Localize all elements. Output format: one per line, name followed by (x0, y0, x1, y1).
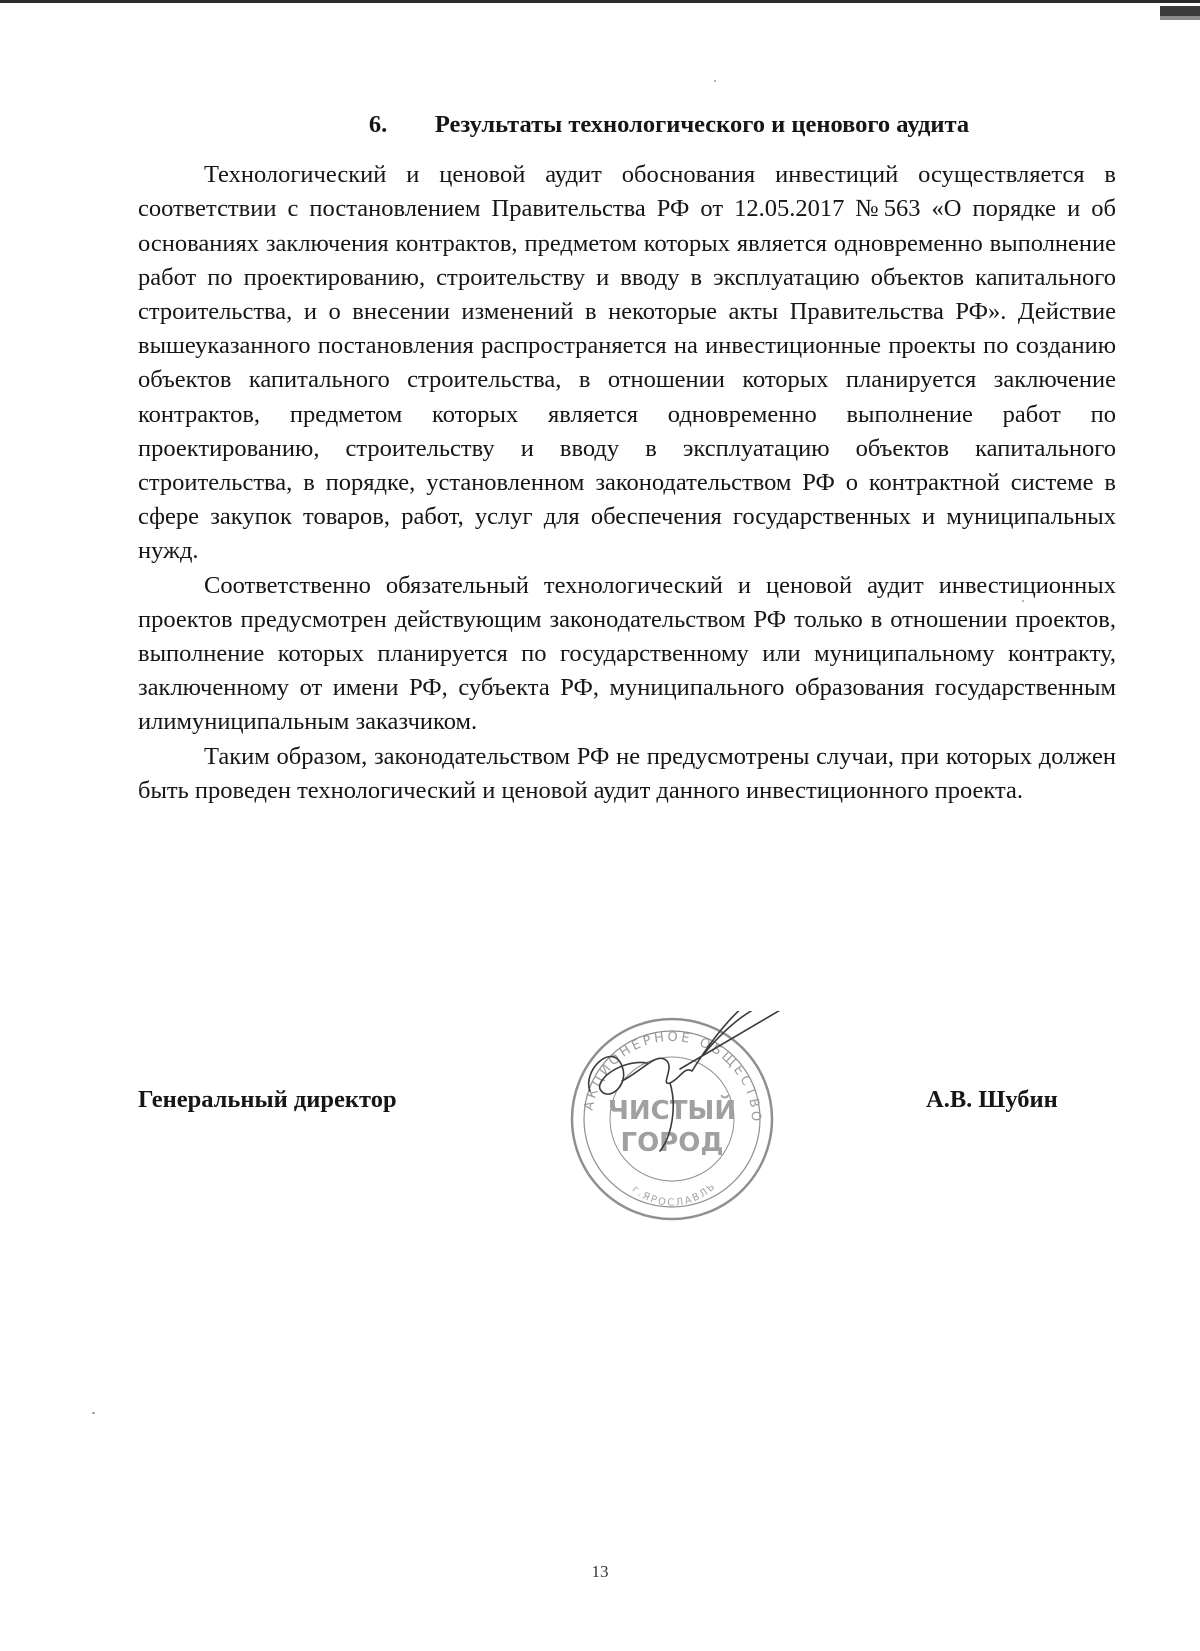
stamp-center-line-2: ГОРОД (620, 1128, 724, 1158)
scan-speck (1022, 600, 1024, 602)
document-body (138, 108, 1116, 808)
scan-top-edge (0, 0, 1200, 3)
scan-speck (92, 1412, 95, 1414)
company-stamp (552, 1011, 792, 1231)
section-number: 6. (368, 111, 388, 138)
svg-text:г.ЯРОСЛАВЛЬ (630, 1180, 719, 1208)
stamp-center-line-1: ЧИСТЫЙ (607, 1096, 737, 1126)
signatory-title: Генеральный директор (138, 1086, 397, 1113)
signatory-name: А.В. Шубин (926, 1086, 1058, 1113)
paragraph-1: Технологический и ценовой аудит обоснования инвестиций осуществляется в соответствии с постановлением Правительства РФ от 12.05.2017 №563 «О порядке и об основаниях заключения контрактов, предметом которых является одновременно выполнение работ по проектированию, строительству и вводу в эксплуатацию объектов капитального строительства, и о внесении изменений в некоторые акты Правительства РФ». Действие вышеуказанного постановления распространяется на инвестиционные проекты по созданию объектов капитального строительства, в отношении которых планируется заключение контрактов, предметом которых является одновременно выполнение работ по проектированию, строительству и вводу в эксплуатацию объектов капитального строительства, в порядке, установленном законодательством РФ о контрактной системе в сфере закупок товаров, работ, услуг для обеспечения государственных и муниципальных нужд. (138, 161, 1116, 565)
scan-corner-mark-lower (1160, 16, 1200, 20)
paragraph-3: Таким образом, законодательством РФ не предусмотрены случаи, при которых должен быть проведен технологический и ценовой аудит данного инвестиционного проекта. (138, 742, 1116, 804)
scan-speck (714, 80, 716, 82)
paragraph-2: Соответственно обязательный технологический и ценовой аудит инвестиционных проектов предусмотрен действующим законодательством РФ только в отношении проектов, выполнение которых планируется по государственному или муниципальному контракту, заключенному от имени РФ, субъекта РФ, муниципального образования государственным илимуниципальным заказчиком. (138, 571, 1116, 736)
stamp-ring-text: АКЦИОНЕРНОЕ ОБЩЕСТВО (581, 1029, 764, 1125)
section-title: Результаты технологического и ценового аудита (434, 111, 970, 138)
section-heading (138, 108, 1116, 142)
scan-corner-mark (1160, 6, 1200, 16)
signature-block (0, 1011, 1200, 1211)
stamp-city-text: г.ЯРОСЛАВЛЬ (629, 1180, 719, 1209)
page-number: 13 (591, 1562, 609, 1581)
